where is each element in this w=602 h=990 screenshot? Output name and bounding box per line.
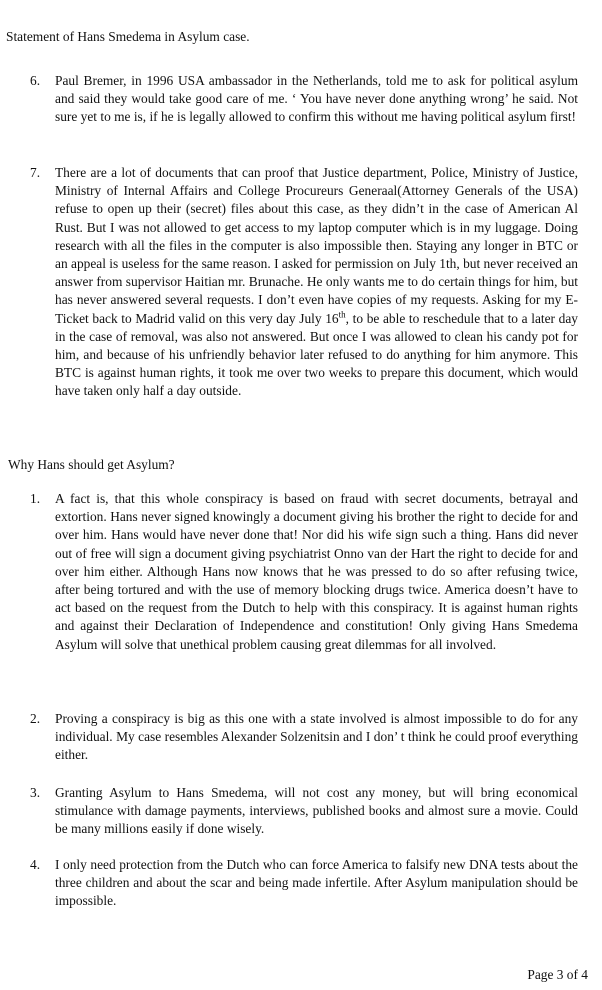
item-text: Granting Asylum to Hans Smedema, will not cost any money, but will bring economical stimulance with damage payments, interviews, published books and almost sure a movie. Could be many millions easily if done wisely.	[55, 785, 578, 837]
item-text: A fact is, that this whole conspiracy is based on fraud with secret documents, betrayal and extortion. Hans never signed knowingly a document giving his brother the right to decide for and over him. Hans would have never done that! Nor did his wife sign such a thing. Hans did never out of free will sign a document giving psychiatrist Onno van der Hart the right to decide for and over him either. Although Hans now knows that he was pressed to do so after refusing twice, after being tortured and with the use of memory blocking drugs twice. America doesn’t have to act based on the request from the Dutch to help with this conspiracy. It is against human rights and against their Declaration of Independence and constitution! Only giving Hans Smedema Asylum will solve that unethical problem causing great dilemmas for all involved.	[55, 491, 578, 652]
item-number: 3.	[30, 785, 41, 800]
item-number: 2.	[30, 711, 41, 726]
item-text-part: There are a lot of documents that can proof that Justice department, Police, Ministry of Justice, Ministry of Internal Affairs and College Procureurs Generaal(Attorney Generals of the USA) refuse to open up their (secret) files about this case, as they didn’t in the case of American Al Rust. But I was not allowed to get access to my laptop computer which is in my luggage. Doing research with all the files in the computer is also impossible then. Staying any longer in BTC or an appeal is useless for the same reason. I asked for permission on July 1th, but never received an answer from supervisor Haitian mr. Brunache. He only wants me to do certain things for him, but has never answered several requests. I don’t even have copies of my requests. Asking for my E-Ticket back to Madrid valid on this very day July 16	[55, 165, 578, 326]
item-text: I only need protection from the Dutch who can force America to falsify new DNA tests about the three children and about the scar and being made infertile. After Asylum manipulation should be impossible.	[55, 857, 578, 909]
list-item	[30, 164, 578, 401]
list-item	[30, 784, 578, 839]
item-number: 4.	[30, 857, 41, 872]
list-item	[30, 490, 578, 654]
list-item	[30, 72, 578, 127]
item-number: 6.	[30, 73, 41, 88]
item-text: Proving a conspiracy is big as this one with a state involved is almost impossible to do for any individual. My case resembles Alexander Solzenitsin and I don’ t think he could proof everything either.	[55, 711, 578, 763]
document-title: Statement of Hans Smedema in Asylum case.	[6, 29, 250, 44]
list-item	[30, 710, 578, 765]
item-number: 1.	[30, 491, 41, 506]
page-number: Page 3 of 4	[527, 967, 588, 982]
item-text	[55, 164, 578, 401]
item-text: Paul Bremer, in 1996 USA ambassador in the Netherlands, told me to ask for political asylum and said they would take good care of me. ‘ You have never done anything wrong’ he said. Not sure yet to me is, if he is legally allowed to confirm this without me having political asylum first!	[55, 73, 578, 125]
list-item	[30, 856, 578, 911]
item-number: 7.	[30, 165, 41, 180]
section-heading: Why Hans should get Asylum?	[8, 457, 175, 472]
ordinal-superscript: th	[338, 309, 346, 320]
item-text-part: , to be able to reschedule that to a later day in the case of removal, was also not answered. But once I was allowed to clean his candy pot for him, and because of his unfriendly behavior later refused to do anything for him anymore. This BTC is against human rights, it took me over two weeks to prepare this document, which would have taken only half a day outside.	[55, 310, 578, 399]
